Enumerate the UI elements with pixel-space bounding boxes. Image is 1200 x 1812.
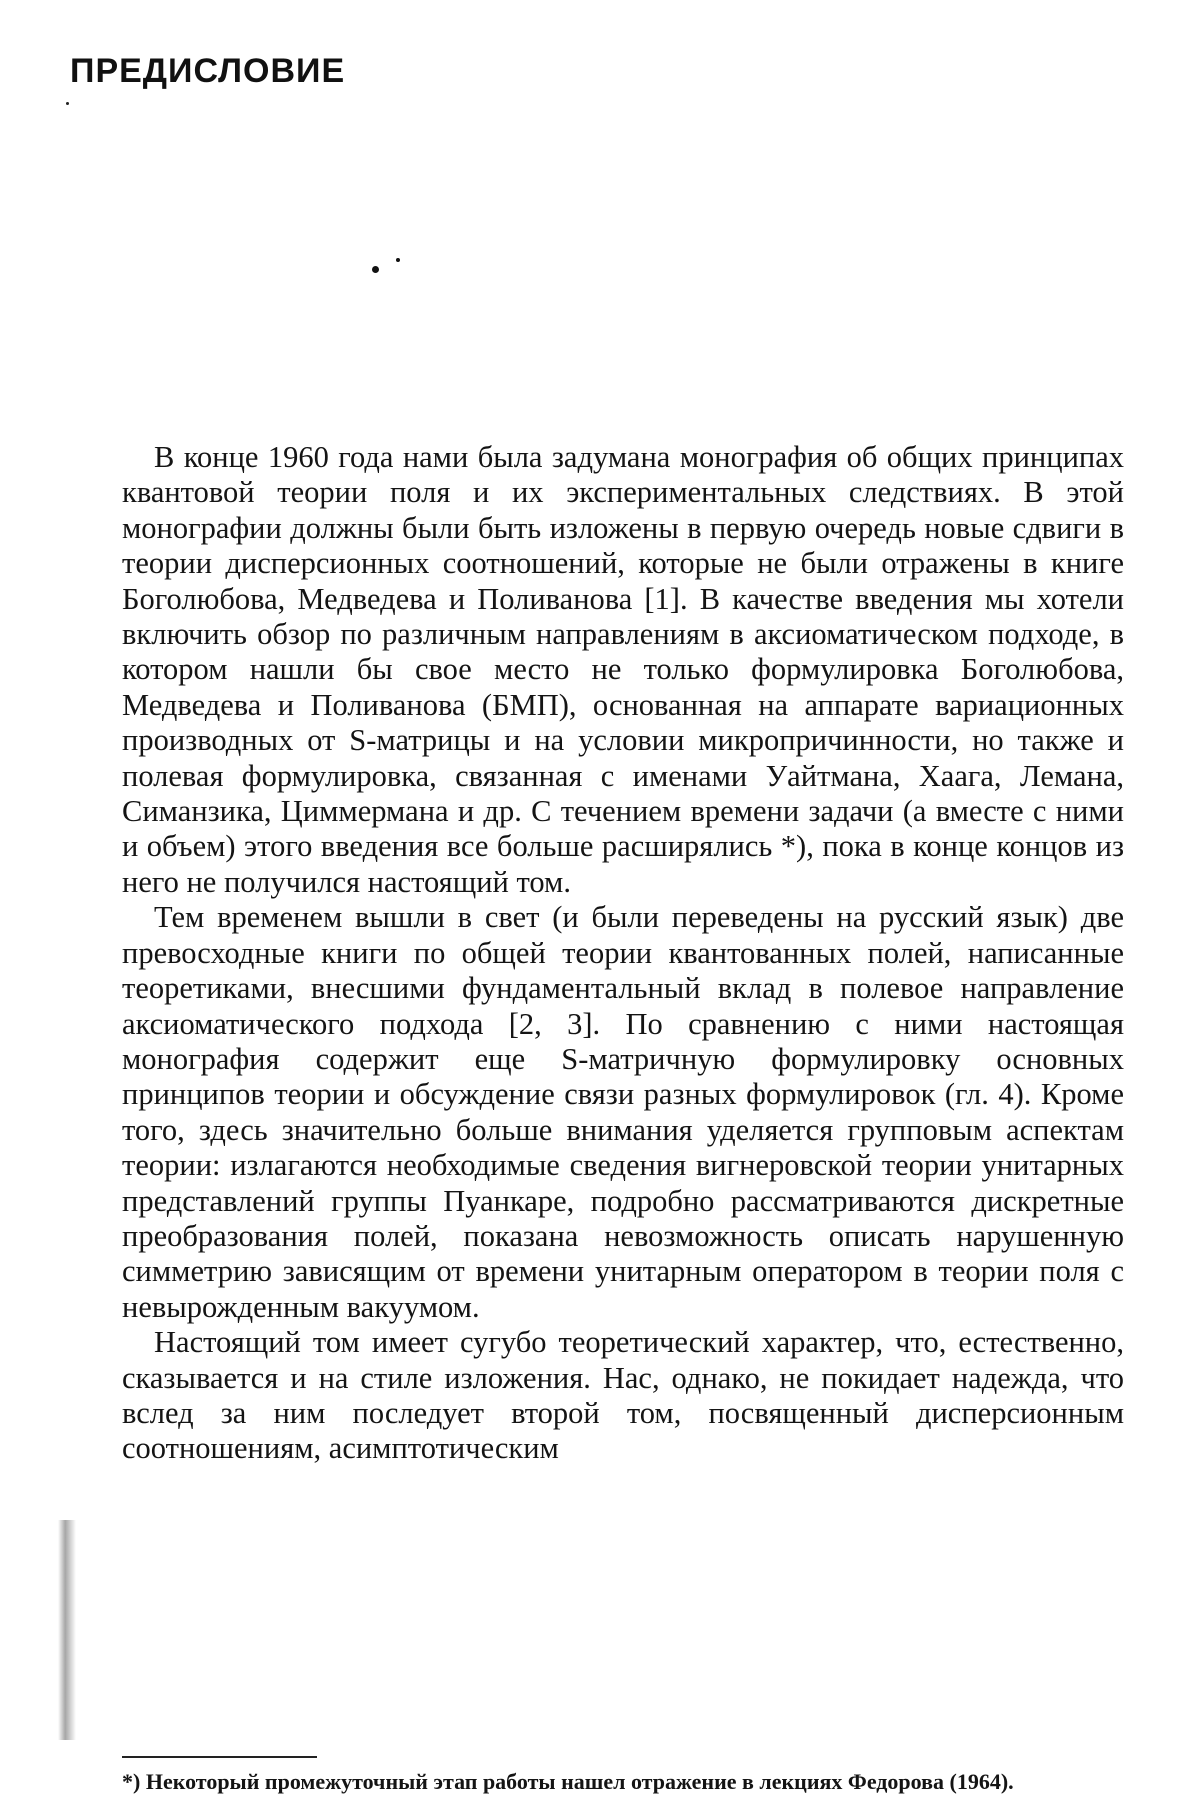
paragraph: Настоящий том имеет сугубо теоретический характер, что, естественно, сказывается и на стиле изложения. Нас, однако, не покидает надежда, что вслед за ним последует второй том, посвященный дисперсионным соотношениям, асимптотическим — [122, 1325, 1124, 1466]
paragraph: В конце 1960 года нами была задумана монография об общих принципах квантовой теории поля и их экспериментальных следствиях. В этой монографии должны были быть изложены в первую очередь новые сдвиги в теории дисперсионных соотношений, которые не были отражены в книге Боголюбова, Медведева и Поливанова [1]. В качестве введения мы хотели включить обзор по различным направлениям в аксиоматическом подходе, в котором нашли бы свое место не только формулировка Боголюбова, Медведева и Поливанова (БМП), основанная на аппарате вариационных производных от S-матрицы и на условии микропричинности, но также и полевая формулировка, связанная с именами Уайтмана, Хаага, Лемана, Симанзика, Циммермана и др. С течением времени задачи (а вместе с ними и объем) этого введения все больше расширялись *), пока в конце концов из него не получился настоящий том. — [122, 440, 1124, 899]
footnote-rule — [122, 1756, 317, 1758]
ink-speck — [66, 102, 69, 105]
scan-edge-shadow — [58, 1520, 76, 1740]
footnote: *) Некоторый промежуточный этап работы нашел отражение в лекциях Федорова (1964). — [122, 1769, 1014, 1794]
paragraph: Тем временем вышли в свет (и были переведены на русский язык) две превосходные книги по общей теории квантованных полей, написанные теоретиками, внесшими фундаментальный вклад в полевое направление аксиоматического подхода [2, 3]. По сравнению с ними настоящая монография содержит еще S-матричную формулировку основных принципов теории и обсуждение связи разных формулировок (гл. 4). Кроме того, здесь значительно больше внимания уделяется групповым аспектам теории: излагаются необходимые сведения вигнеровской теории унитарных представлений группы Пуанкаре, подробно рассматриваются дискретные преобразования полей, показана невозможность описать нарушенную симметрию зависящим от времени унитарным оператором в теории поля с невырожденным вакуумом. — [122, 900, 1124, 1324]
ink-specks — [368, 258, 408, 278]
preface-body — [122, 440, 1124, 1467]
page-heading: ПРЕДИСЛОВИЕ — [70, 52, 346, 90]
